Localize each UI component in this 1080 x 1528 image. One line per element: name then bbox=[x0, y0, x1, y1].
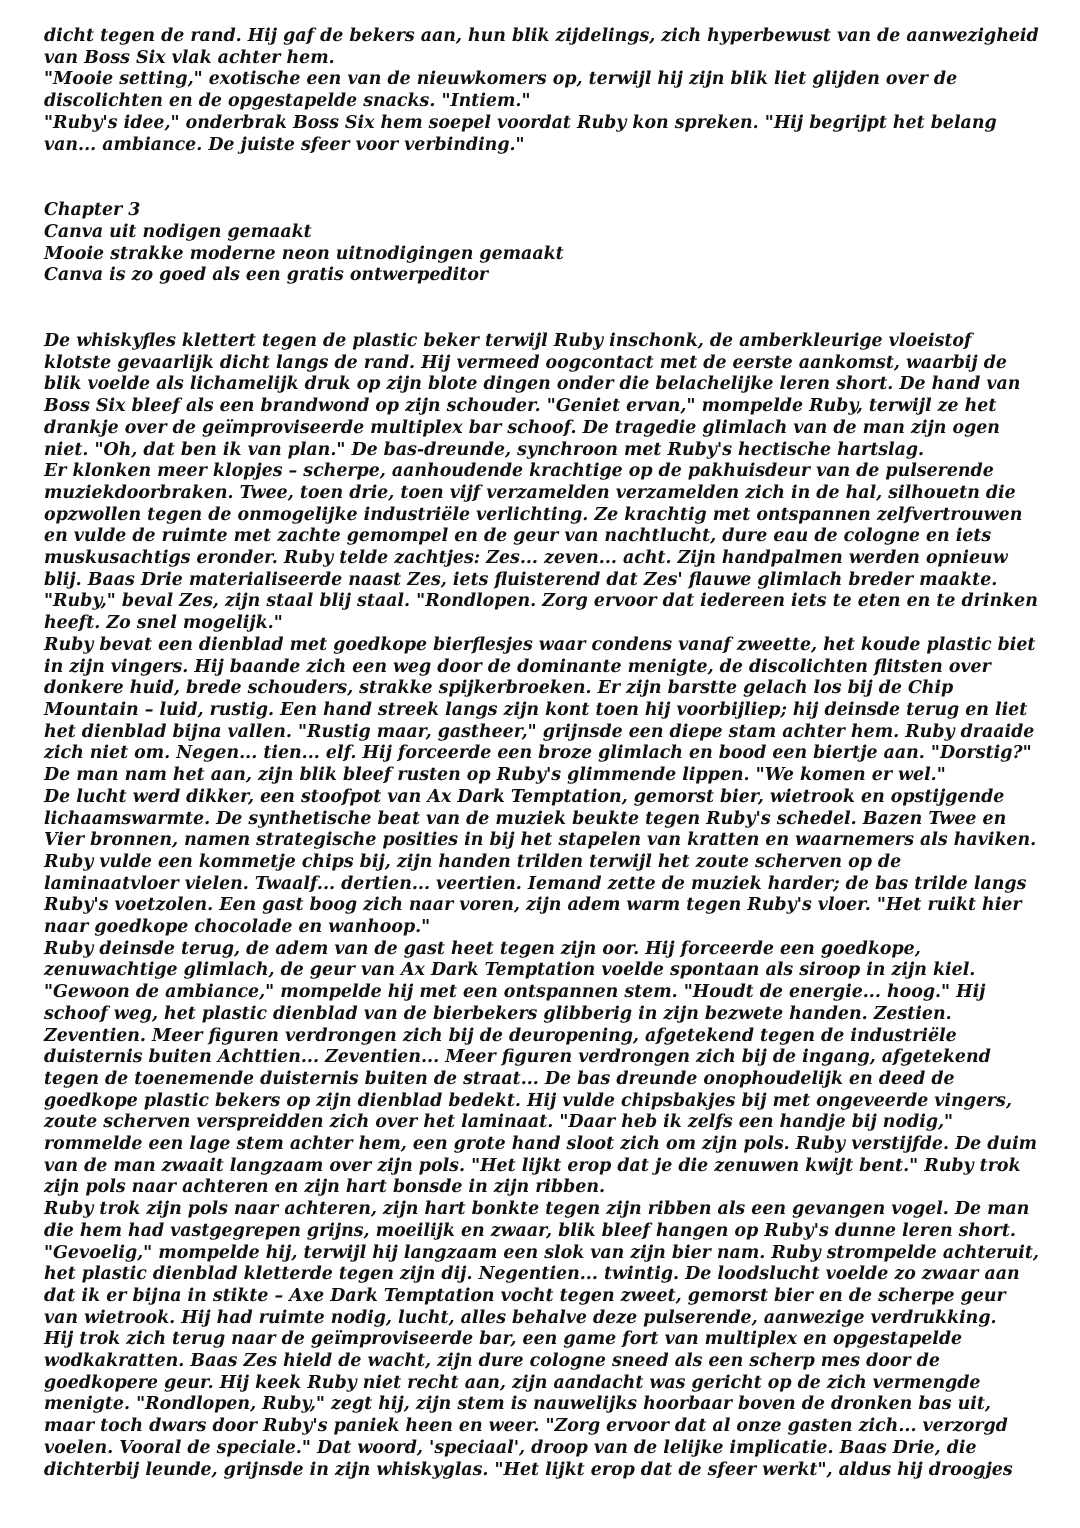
body-paragraph: Er klonken meer klopjes – scherpe, aanhoudende krachtige op de pakhuisdeur van de pulserende muziekdoorbraken. Twee, toen drie, toen vijf verzamelden verzamelden zich in de hal, silhouetn die opzwollen tegen de onmogelijke industriële verlichting. Ze krachtig met ontspannen zelfvertrouwen en vulde de ruimte met zachte gemompel en de geur van nachtlucht, dure eau de cologne en iets muskusachtigs eronder. Ruby telde zachtjes: Zes... zeven... acht. Zijn handpalmen werden opnieuw blij. Baas Drie materialiseerde naast Zes, iets fluisterend dat Zes' flauwe glimlach breder maakte. "Ruby," beval Zes, zijn staal blij staal. "Rondlopen. Zorg ervoor dat iedereen iets te eten en te drinken heeft. Zo snel mogelijk." bbox=[44, 461, 1038, 634]
body-paragraph: Ruby deinsde terug, de adem van de gast heet tegen zijn oor. Hij forceerde een goedkope, zenuwachtige glimlach, de geur van Ax Dark Temptation voelde spontaan als siroop in zijn kiel. "Gewoon de ambiance," mompelde hij met een ontspannen stem. "Houdt de energie... hoog." Hij schoof weg, het plastic dienblad van de bierbekers glibberig in zijn bezwete handen. Zestien. Zeventien. Meer figuren verdrongen zich bij de deuropening, afgetekend tegen de industriële duisternis buiten Achttien... Zeventien... Meer figuren verdrongen zich bij de ingang, afgetekend tegen de toenemende duisternis buiten de straat... De bas dreunde onophoudelijk en deed de goedkope plastic bekers op zijn dienblad bedekt. Hij vulde chipsbakjes bij met ongeveerde vingers, zoute scherven verspreidden zich over het laminaat. "Daar heb ik zelfs een handje bij nodig," rommelde een lage stem achter hem, een grote hand sloot zich om zijn pols. Ruby verstijfde. De duim van de man zwaait langzaam over zijn pols. "Het lijkt erop dat je die zenuwen kwijt bent." Ruby trok zijn pols naar achteren en zijn hart bonsde in zijn ribben. bbox=[44, 938, 1038, 1198]
chapter-line: Canva uit nodigen gemaakt bbox=[44, 221, 312, 242]
body-section bbox=[44, 331, 1040, 1481]
chapter-line: Canva is zo goed als een gratis ontwerpeditor bbox=[44, 265, 489, 286]
intro-paragraph: "Mooie setting," exotische een van de nieuwkomers op, terwijl hij zijn blik liet glijden over de discolichten en de opgestapelde snacks. "Intiem." bbox=[44, 69, 958, 112]
chapter-title: Chapter 3 bbox=[44, 200, 141, 221]
intro-paragraph: "Ruby's idee," onderbrak Boss Six hem soepel voordat Ruby kon spreken. "Hij begrijpt het belang van... ambiance. De juiste sfeer voor verbinding." bbox=[44, 112, 997, 155]
body-paragraph: De lucht werd dikker, een stoofpot van Ax Dark Temptation, gemorst bier, wietrook en opstijgende lichaamswarmte. De synthetische beat van de muziek beukte tegen Ruby's schedel. Bazen Twee en Vier bronnen, namen strategische posities in bij het stapelen van kratten en waarnemers als haviken. Ruby vulde een kommetje chips bij, zijn handen trilden terwijl het zoute scherven op de laminaatvloer vielen. Twaalf... dertien... veertien. Iemand zette de muziek harder; de bas trilde langs Ruby's voetzolen. Een gast boog zich naar voren, zijn adem warm tegen Ruby's vloer. "Het ruikt hier naar goedkope chocolade en wanhoop." bbox=[44, 786, 1037, 938]
spacer bbox=[44, 287, 1040, 331]
body-paragraph: De whiskyfles klettert tegen de plastic beker terwijl Ruby inschonk, de amberkleurige vloeistof klotste gevaarlijk dicht langs de rand. Hij vermeed oogcontact met de eerste aankomst, waarbij de blik voelde als lichamelijk druk op zijn blote dingen onder die belachelijke leren short. De hand van Boss Six bleef als een brandwond op zijn schouder. "Geniet ervan," mompelde Ruby, terwijl ze het drankje over de geïmproviseerde multiplex bar schoof. De tragedie glimlach van de man zijn ogen niet. "Oh, dat ben ik van plan." De bas-dreunde, synchroon met Ruby's hectische hartslag. bbox=[44, 331, 1021, 460]
body-paragraph: Hij trok zich terug naar de geïmproviseerde bar, een game fort van multiplex en opgestapelde wodkakratten. Baas Zes hield de wacht, zijn dure cologne sneed als een scherp mes door de goedkopere geur. Hij keek Ruby niet recht aan, zijn aandacht was gericht op de zich vermengde menigte. "Rondlopen, Ruby," zegt hij, zijn stem is nauwelijks hoorbaar boven de dronken bas uit, maar toch dwars door Ruby's paniek heen en weer. "Zorg ervoor dat al onze gasten zich... verzorgd voelen. Vooral de speciale." Dat woord, 'speciaal', droop van de lelijke implicatie. Baas Drie, die dichterbij leunde, grijnsde in zijn whiskyglas. "Het lijkt erop dat de sfeer werkt", aldus hij droogjes bbox=[44, 1329, 1013, 1480]
chapter-heading bbox=[44, 200, 1040, 287]
intro-paragraph: dicht tegen de rand. Hij gaf de bekers aan, hun blik zijdelings, zich hyperbewust van de aanwezigheid van Boss Six vlak achter hem. bbox=[44, 26, 1039, 68]
body-paragraph: Ruby trok zijn pols naar achteren, zijn hart bonkte tegen zijn ribben als een gevangen vogel. De man die hem had vastgegrepen grijns, moeilijk en zwaar, blik bleef hangen op Ruby's dunne leren short. "Gevoelig," mompelde hij, terwijl hij langzaam een slok van zijn bier nam. Ruby strompelde achteruit, het plastic dienblad kletterde tegen zijn dij. Negentien... twintig. De loodslucht voelde zo zwaar aan dat ik er bijna in stikte – Axe Dark Temptation vocht tegen zweet, gemorst bier en de scherpe geur van wietrook. Hij had ruimte nodig, lucht, alles behalve deze pulserende, aanwezige verdrukking. bbox=[44, 1199, 1039, 1328]
intro-section bbox=[44, 26, 1040, 156]
chapter-line: Mooie strakke moderne neon uitnodigingen gemaakt bbox=[44, 243, 564, 264]
spacer bbox=[44, 156, 1040, 200]
body-paragraph: Ruby bevat een dienblad met goedkope bierflesjes waar condens vanaf zweette, het koude plastic biet in zijn vingers. Hij baande zich een weg door de dominante menigte, de discolichten flitsten over donkere huid, brede schouders, strakke spijkerbroeken. Er zijn barstte gelach los bij de Chip Mountain – luid, rustig. Een hand streek langs zijn kont toen hij voorbijliep; hij deinsde terug en liet het dienblad bijna vallen. "Rustig maar, gastheer," grijnsde een diepe stam achter hem. Ruby draaide zich niet om. Negen... tien... elf. Hij forceerde een broze glimlach en bood een biertje aan. "Dorstig?" De man nam het aan, zijn blik bleef rusten op Ruby's glimmende lippen. "We komen er wel." bbox=[44, 634, 1036, 786]
